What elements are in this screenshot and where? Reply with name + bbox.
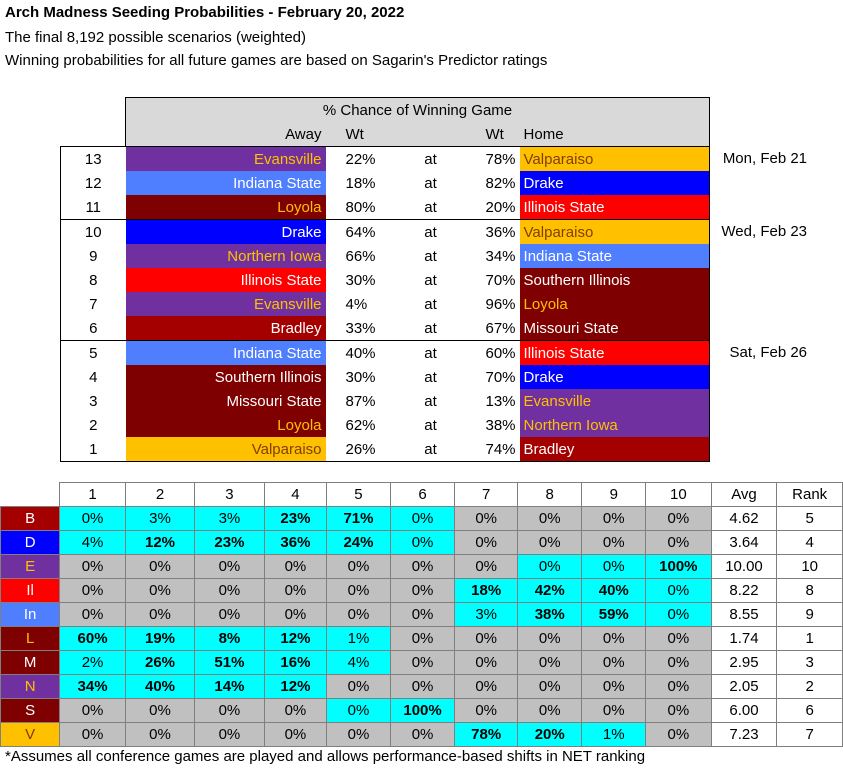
seed-prob-cell: 14% bbox=[195, 675, 264, 699]
seed-row-team: B bbox=[1, 507, 60, 531]
home-team: Illinois State bbox=[520, 341, 710, 366]
seed-avg: 6.00 bbox=[711, 699, 777, 723]
seed-prob-cell: 0% bbox=[646, 699, 712, 723]
seed-row-team: Il bbox=[1, 579, 60, 603]
games-header-home: Home bbox=[520, 122, 710, 147]
seed-prob-cell: 0% bbox=[390, 531, 455, 555]
seed-avg: 1.74 bbox=[711, 627, 777, 651]
away-team: Indiana State bbox=[126, 341, 326, 366]
games-header-group-row bbox=[61, 98, 828, 123]
seed-header-5: 5 bbox=[327, 483, 391, 507]
seed-header-4: 4 bbox=[264, 483, 327, 507]
seed-row bbox=[1, 627, 843, 651]
at-label: at bbox=[396, 220, 466, 245]
game-number: 6 bbox=[61, 316, 126, 341]
home-win-pct: 70% bbox=[485, 271, 516, 289]
seed-prob-cell: 0% bbox=[582, 699, 646, 723]
seed-header-rank: Rank bbox=[777, 483, 843, 507]
seed-prob-cell: 3% bbox=[195, 507, 264, 531]
seed-prob-cell: 0% bbox=[390, 723, 455, 747]
seed-prob-cell: 0% bbox=[60, 507, 126, 531]
game-date bbox=[710, 316, 828, 341]
home-win-pct: 78% bbox=[466, 147, 520, 172]
home-win-pct: 36% bbox=[466, 220, 520, 245]
seed-prob-cell: 0% bbox=[264, 555, 327, 579]
game-number: 10 bbox=[61, 220, 126, 245]
seed-prob-cell: 0% bbox=[327, 579, 391, 603]
game-row bbox=[61, 171, 828, 195]
seed-header-9: 9 bbox=[582, 483, 646, 507]
seed-avg: 3.64 bbox=[711, 531, 777, 555]
seed-prob-cell: 0% bbox=[125, 723, 194, 747]
away-win-pct: 33% bbox=[345, 319, 376, 337]
seed-prob-cell: 0% bbox=[327, 675, 391, 699]
seed-prob-cell: 0% bbox=[517, 627, 582, 651]
away-team: Valparaiso bbox=[126, 437, 326, 462]
away-win-pct: 80% bbox=[345, 198, 376, 216]
seed-prob-cell: 0% bbox=[582, 651, 646, 675]
home-team: Evansville bbox=[520, 389, 710, 413]
seed-prob-cell: 71% bbox=[327, 507, 391, 531]
seed-prob-cell: 0% bbox=[455, 699, 518, 723]
at-label: at bbox=[396, 437, 466, 462]
seed-row bbox=[1, 603, 843, 627]
home-win-pct: 82% bbox=[485, 174, 516, 192]
seed-prob-cell: 100% bbox=[646, 555, 712, 579]
seed-prob-cell: 12% bbox=[264, 675, 327, 699]
game-row bbox=[61, 195, 828, 220]
at-label: at bbox=[424, 247, 437, 265]
game-number: 8 bbox=[61, 268, 126, 292]
seed-rank: 10 bbox=[777, 555, 843, 579]
seed-header-1: 1 bbox=[60, 483, 126, 507]
footnote: *Assumes all conference games are played and allows performance-based shifts in NET ranking bbox=[5, 748, 646, 765]
seed-prob-cell: 3% bbox=[455, 603, 518, 627]
seed-prob-cell: 26% bbox=[125, 651, 194, 675]
seed-prob-cell: 0% bbox=[327, 555, 391, 579]
seed-prob-cell: 0% bbox=[264, 579, 327, 603]
away-team: Bradley bbox=[126, 316, 326, 341]
seed-prob-cell: 0% bbox=[264, 699, 327, 723]
seed-prob-cell: 0% bbox=[517, 675, 582, 699]
seed-rank: 5 bbox=[777, 507, 843, 531]
away-team: Northern Iowa bbox=[126, 244, 326, 268]
game-row bbox=[61, 413, 828, 437]
seed-prob-cell: 23% bbox=[195, 531, 264, 555]
at-label: at bbox=[424, 392, 437, 410]
seed-prob-cell: 0% bbox=[582, 627, 646, 651]
seed-prob-cell: 0% bbox=[646, 675, 712, 699]
away-win-pct: 87% bbox=[345, 392, 376, 410]
seed-prob-cell: 60% bbox=[60, 627, 126, 651]
game-row bbox=[61, 365, 828, 389]
seed-rank: 2 bbox=[777, 675, 843, 699]
seed-prob-cell: 23% bbox=[264, 507, 327, 531]
seed-prob-cell: 4% bbox=[327, 651, 391, 675]
at-label: at bbox=[424, 319, 437, 337]
home-win-pct: 70% bbox=[485, 368, 516, 386]
home-team: Valparaiso bbox=[520, 220, 710, 245]
seed-prob-cell: 1% bbox=[582, 723, 646, 747]
seed-prob-cell: 0% bbox=[582, 555, 646, 579]
game-number: 4 bbox=[61, 365, 126, 389]
seed-rank: 9 bbox=[777, 603, 843, 627]
seed-prob-cell: 0% bbox=[455, 651, 518, 675]
games-header-wt-home: Wt bbox=[466, 122, 520, 147]
at-label: at bbox=[424, 271, 437, 289]
seed-prob-cell: 16% bbox=[264, 651, 327, 675]
seed-row bbox=[1, 579, 843, 603]
at-label: at bbox=[424, 368, 437, 386]
seed-prob-cell: 0% bbox=[264, 723, 327, 747]
seed-prob-cell: 0% bbox=[517, 651, 582, 675]
seed-prob-cell: 4% bbox=[60, 531, 126, 555]
game-row bbox=[61, 316, 828, 341]
seed-prob-cell: 40% bbox=[125, 675, 194, 699]
seed-prob-cell: 59% bbox=[582, 603, 646, 627]
away-win-pct: 26% bbox=[326, 437, 396, 462]
seed-rank: 8 bbox=[777, 579, 843, 603]
game-date bbox=[710, 195, 828, 220]
seed-prob-cell: 0% bbox=[327, 723, 391, 747]
at-label: at bbox=[424, 198, 437, 216]
seed-row bbox=[1, 723, 843, 747]
seeding-grid-header bbox=[1, 483, 843, 507]
seed-prob-cell: 0% bbox=[125, 579, 194, 603]
seed-prob-cell: 0% bbox=[195, 699, 264, 723]
away-win-pct: 64% bbox=[326, 220, 396, 245]
seed-rank: 4 bbox=[777, 531, 843, 555]
seed-prob-cell: 0% bbox=[390, 555, 455, 579]
seed-prob-cell: 0% bbox=[455, 627, 518, 651]
home-win-pct: 74% bbox=[466, 437, 520, 462]
away-win-pct: 30% bbox=[345, 368, 376, 386]
at-label: at bbox=[424, 174, 437, 192]
seed-rank: 1 bbox=[777, 627, 843, 651]
game-number: 5 bbox=[61, 341, 126, 366]
seed-prob-cell: 0% bbox=[195, 579, 264, 603]
game-number: 11 bbox=[61, 195, 126, 220]
game-date bbox=[710, 268, 828, 292]
away-win-pct: 4% bbox=[345, 295, 368, 313]
game-number: 9 bbox=[61, 244, 126, 268]
game-date bbox=[710, 244, 828, 268]
games-table bbox=[60, 97, 828, 462]
seed-row bbox=[1, 555, 843, 579]
seed-prob-cell: 3% bbox=[125, 507, 194, 531]
game-date bbox=[710, 292, 828, 316]
seed-prob-cell: 0% bbox=[646, 603, 712, 627]
game-date: Wed, Feb 23 bbox=[721, 223, 808, 241]
seed-header-10: 10 bbox=[646, 483, 712, 507]
seed-prob-cell: 12% bbox=[125, 531, 194, 555]
seed-avg: 4.62 bbox=[711, 507, 777, 531]
games-header-group: % Chance of Winning Game bbox=[126, 98, 710, 123]
away-team: Southern Illinois bbox=[126, 365, 326, 389]
seed-header-avg: Avg bbox=[711, 483, 777, 507]
seed-prob-cell: 0% bbox=[517, 555, 582, 579]
home-win-pct: 13% bbox=[485, 392, 516, 410]
seed-prob-cell: 0% bbox=[327, 603, 391, 627]
seed-prob-cell: 0% bbox=[517, 531, 582, 555]
at-label: at bbox=[424, 416, 437, 434]
seed-prob-cell: 0% bbox=[195, 555, 264, 579]
at-label: at bbox=[396, 147, 466, 172]
seed-prob-cell: 0% bbox=[327, 699, 391, 723]
game-date bbox=[710, 413, 828, 437]
seed-prob-cell: 0% bbox=[582, 507, 646, 531]
game-date bbox=[710, 389, 828, 413]
seed-header-6: 6 bbox=[390, 483, 455, 507]
game-date: Mon, Feb 21 bbox=[722, 150, 808, 168]
seed-prob-cell: 0% bbox=[60, 603, 126, 627]
away-win-pct: 18% bbox=[345, 174, 376, 192]
home-win-pct: 67% bbox=[485, 319, 516, 337]
home-team: Loyola bbox=[520, 292, 710, 316]
seed-prob-cell: 0% bbox=[455, 507, 518, 531]
home-win-pct: 38% bbox=[485, 416, 516, 434]
seed-prob-cell: 24% bbox=[327, 531, 391, 555]
seed-prob-cell: 0% bbox=[60, 555, 126, 579]
seed-prob-cell: 0% bbox=[390, 507, 455, 531]
game-row bbox=[61, 244, 828, 268]
seed-prob-cell: 0% bbox=[390, 627, 455, 651]
seed-avg: 8.55 bbox=[711, 603, 777, 627]
home-team: Drake bbox=[520, 171, 710, 195]
seed-prob-cell: 2% bbox=[60, 651, 126, 675]
away-team: Indiana State bbox=[126, 171, 326, 195]
seed-row bbox=[1, 651, 843, 675]
seed-prob-cell: 0% bbox=[517, 507, 582, 531]
seed-prob-cell: 0% bbox=[646, 531, 712, 555]
game-row bbox=[61, 437, 828, 462]
seed-prob-cell: 0% bbox=[125, 699, 194, 723]
away-team: Illinois State bbox=[126, 268, 326, 292]
seed-prob-cell: 0% bbox=[646, 723, 712, 747]
seed-row-team: L bbox=[1, 627, 60, 651]
seed-prob-cell: 38% bbox=[517, 603, 582, 627]
seed-avg: 2.05 bbox=[711, 675, 777, 699]
game-number: 13 bbox=[61, 147, 126, 172]
seed-rank: 3 bbox=[777, 651, 843, 675]
away-team: Drake bbox=[126, 220, 326, 245]
seed-row bbox=[1, 675, 843, 699]
away-win-pct: 40% bbox=[326, 341, 396, 366]
games-header-away: Away bbox=[126, 122, 326, 147]
games-header-wt-away: Wt bbox=[326, 122, 396, 147]
seed-row-team: S bbox=[1, 699, 60, 723]
seed-prob-cell: 0% bbox=[646, 651, 712, 675]
seed-prob-cell: 0% bbox=[60, 723, 126, 747]
seed-rank: 6 bbox=[777, 699, 843, 723]
seed-avg: 10.00 bbox=[711, 555, 777, 579]
seed-row-team: E bbox=[1, 555, 60, 579]
seed-avg: 8.22 bbox=[711, 579, 777, 603]
seed-row-team: D bbox=[1, 531, 60, 555]
seed-prob-cell: 12% bbox=[264, 627, 327, 651]
seed-prob-cell: 0% bbox=[646, 507, 712, 531]
game-number: 2 bbox=[61, 413, 126, 437]
game-row bbox=[61, 220, 828, 245]
game-number: 3 bbox=[61, 389, 126, 413]
game-row bbox=[61, 341, 828, 366]
seed-prob-cell: 0% bbox=[582, 531, 646, 555]
seed-prob-cell: 8% bbox=[195, 627, 264, 651]
home-win-pct: 34% bbox=[485, 247, 516, 265]
away-team: Evansville bbox=[126, 292, 326, 316]
home-win-pct: 60% bbox=[466, 341, 520, 366]
home-team: Northern Iowa bbox=[520, 413, 710, 437]
away-win-pct: 62% bbox=[345, 416, 376, 434]
seed-prob-cell: 0% bbox=[195, 603, 264, 627]
game-number: 7 bbox=[61, 292, 126, 316]
away-team: Loyola bbox=[126, 195, 326, 220]
at-label: at bbox=[424, 295, 437, 313]
game-date bbox=[710, 365, 828, 389]
game-row bbox=[61, 292, 828, 316]
seed-prob-cell: 36% bbox=[264, 531, 327, 555]
away-team: Missouri State bbox=[126, 389, 326, 413]
seed-prob-cell: 0% bbox=[390, 651, 455, 675]
seeding-grid bbox=[0, 482, 843, 747]
seed-prob-cell: 0% bbox=[582, 675, 646, 699]
home-team: Indiana State bbox=[520, 244, 710, 268]
seed-prob-cell: 0% bbox=[60, 579, 126, 603]
home-win-pct: 96% bbox=[485, 295, 516, 313]
away-win-pct: 22% bbox=[326, 147, 396, 172]
seed-prob-cell: 100% bbox=[390, 699, 455, 723]
seed-header-7: 7 bbox=[455, 483, 518, 507]
page-title: Arch Madness Seeding Probabilities - February 20, 2022 bbox=[5, 4, 405, 21]
seed-row bbox=[1, 507, 843, 531]
seed-prob-cell: 0% bbox=[195, 723, 264, 747]
seed-prob-cell: 1% bbox=[327, 627, 391, 651]
home-team: Illinois State bbox=[520, 195, 710, 220]
seed-prob-cell: 18% bbox=[455, 579, 518, 603]
away-win-pct: 66% bbox=[345, 247, 376, 265]
away-win-pct: 30% bbox=[345, 271, 376, 289]
home-team: Bradley bbox=[520, 437, 710, 462]
seed-header-2: 2 bbox=[125, 483, 194, 507]
seed-prob-cell: 78% bbox=[455, 723, 518, 747]
away-team: Evansville bbox=[126, 147, 326, 172]
game-date: Sat, Feb 26 bbox=[729, 344, 808, 362]
seed-row-team: M bbox=[1, 651, 60, 675]
seed-prob-cell: 40% bbox=[582, 579, 646, 603]
away-team: Loyola bbox=[126, 413, 326, 437]
home-team: Drake bbox=[520, 365, 710, 389]
seed-prob-cell: 0% bbox=[264, 603, 327, 627]
seed-prob-cell: 0% bbox=[517, 699, 582, 723]
seed-avg: 2.95 bbox=[711, 651, 777, 675]
seed-prob-cell: 0% bbox=[455, 675, 518, 699]
game-date bbox=[710, 437, 828, 462]
home-team: Valparaiso bbox=[520, 147, 710, 172]
subtitle-method: Winning probabilities for all future games are based on Sagarin's Predictor ratings bbox=[5, 52, 548, 69]
seed-row bbox=[1, 531, 843, 555]
seed-prob-cell: 51% bbox=[195, 651, 264, 675]
seed-avg: 7.23 bbox=[711, 723, 777, 747]
at-label: at bbox=[396, 341, 466, 366]
seed-header-8: 8 bbox=[517, 483, 582, 507]
game-date bbox=[710, 171, 828, 195]
seed-prob-cell: 0% bbox=[455, 531, 518, 555]
seed-prob-cell: 0% bbox=[125, 603, 194, 627]
seed-prob-cell: 19% bbox=[125, 627, 194, 651]
seed-prob-cell: 20% bbox=[517, 723, 582, 747]
seed-row-team: V bbox=[1, 723, 60, 747]
game-row bbox=[61, 147, 828, 172]
seed-prob-cell: 0% bbox=[125, 555, 194, 579]
seed-row-team: In bbox=[1, 603, 60, 627]
game-number: 1 bbox=[61, 437, 126, 462]
home-win-pct: 20% bbox=[485, 198, 516, 216]
seed-rank: 7 bbox=[777, 723, 843, 747]
seed-prob-cell: 0% bbox=[646, 579, 712, 603]
home-team: Southern Illinois bbox=[520, 268, 710, 292]
seed-prob-cell: 0% bbox=[390, 603, 455, 627]
seed-prob-cell: 0% bbox=[646, 627, 712, 651]
seed-prob-cell: 42% bbox=[517, 579, 582, 603]
game-row bbox=[61, 389, 828, 413]
subtitle-scenarios: The final 8,192 possible scenarios (weighted) bbox=[5, 29, 307, 46]
seed-header-3: 3 bbox=[195, 483, 264, 507]
seed-prob-cell: 0% bbox=[455, 555, 518, 579]
game-row bbox=[61, 268, 828, 292]
seed-prob-cell: 34% bbox=[60, 675, 126, 699]
seed-row bbox=[1, 699, 843, 723]
seed-prob-cell: 0% bbox=[390, 675, 455, 699]
seed-prob-cell: 0% bbox=[390, 579, 455, 603]
seed-row-team: N bbox=[1, 675, 60, 699]
home-team: Missouri State bbox=[520, 316, 710, 341]
games-header-row bbox=[61, 122, 828, 147]
game-number: 12 bbox=[61, 171, 126, 195]
seed-prob-cell: 0% bbox=[60, 699, 126, 723]
